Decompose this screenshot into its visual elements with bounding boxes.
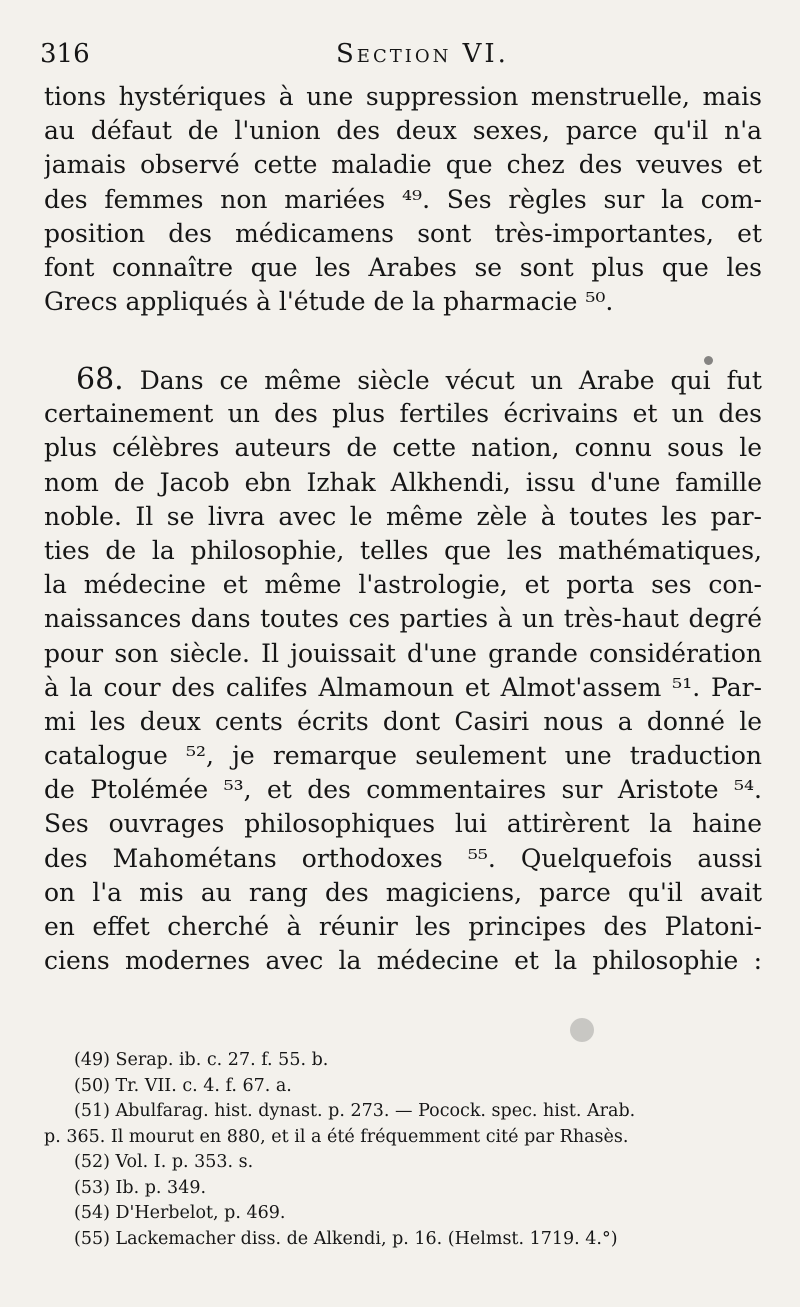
footnotes (44, 1048, 762, 1252)
text-line: mi les deux cents écrits dont Casiri nous a donné le (44, 706, 762, 736)
footnote-50: (50) Tr. VII. c. 4. f. 67. a. (74, 1075, 292, 1096)
text-line: des Mahométans orthodoxes ⁵⁵. Quelquefois aussi (44, 843, 762, 873)
text-line: des femmes non mariées ⁴⁹. Ses règles sur la com- (44, 184, 762, 214)
paragraph-68 (44, 363, 762, 978)
text-line: en effet cherché à réunir les principes des Platoni- (44, 912, 762, 941)
ink-speck (704, 356, 713, 365)
text-line: nom de Jacob ebn Izhak Alkhendi, issu d'une famille (44, 467, 762, 497)
text-line: noble. Il se livra avec le même zèle à toutes les par- (44, 501, 762, 531)
text-line: ties de la philosophie, telles que les mathématiques, (44, 535, 762, 565)
paragraph-number: 68. (76, 363, 124, 397)
text-line: naissances dans toutes ces parties à un très-haut degré (44, 604, 762, 634)
footnote-51: (51) Abulfarag. hist. dynast. p. 273. — Pocock. spec. hist. Arab. (74, 1101, 636, 1121)
text-line: pour son siècle. Il jouissait d'une grande considération (44, 638, 762, 668)
text-line: de Ptolémée ⁵³, et des commentaires sur Aristote ⁵⁴. (44, 775, 762, 805)
text-line: la médecine et même l'astrologie, et porta ses con- (44, 570, 762, 600)
text-line: position des médicamens sont très-importantes, et (44, 218, 762, 248)
text-line: on l'a mis au rang des magiciens, parce qu'il avait (44, 877, 762, 907)
text-line: Grecs appliqués à l'étude de la pharmacie ⁵⁰. (44, 287, 614, 317)
text-line-content: Dans ce même siècle vécut un Arabe qui fut (139, 366, 762, 395)
footnote-51-continued: p. 365. Il mourut en 880, et il a été fréquemment cité par Rhasès. (44, 1126, 629, 1147)
text-line: ciens modernes avec la médecine et la philosophie : (44, 946, 762, 976)
footnote-53: (53) Ib. p. 349. (74, 1177, 207, 1198)
text-line (44, 363, 762, 397)
running-header (40, 34, 760, 74)
page-number: 316 (40, 39, 90, 69)
text-line: jamais observé cette maladie que chez des veuves et (44, 150, 762, 180)
section-title: Section VI. (336, 39, 509, 69)
footnote-55: (55) Lackemacher diss. de Alkendi, p. 16. (Helmst. 1719. 4.°) (74, 1228, 618, 1249)
footnote-49: (49) Serap. ib. c. 27. f. 55. b. (74, 1050, 329, 1070)
footnote-52: (52) Vol. I. p. 353. s. (74, 1152, 254, 1172)
paragraph-1 (44, 80, 762, 319)
text-line: certainement un des plus fertiles écrivains et un des (44, 399, 762, 429)
text-line: Ses ouvrages philosophiques lui attirèrent la haine (44, 809, 762, 839)
text-line: à la cour des califes Almamoun et Almot'assem ⁵¹. Par- (44, 672, 762, 702)
paper-stain (570, 1018, 594, 1042)
text-line: catalogue ⁵², je remarque seulement une traduction (44, 741, 762, 771)
text-line: au défaut de l'union des deux sexes, parce qu'il n'a (44, 116, 762, 146)
text-line: tions hystériques à une suppression menstruelle, mais (44, 82, 762, 111)
text-line: font connaître que les Arabes se sont plus que les (44, 252, 762, 282)
text-line: plus célèbres auteurs de cette nation, connu sous le (44, 433, 762, 463)
footnote-54: (54) D'Herbelot, p. 469. (74, 1203, 286, 1223)
